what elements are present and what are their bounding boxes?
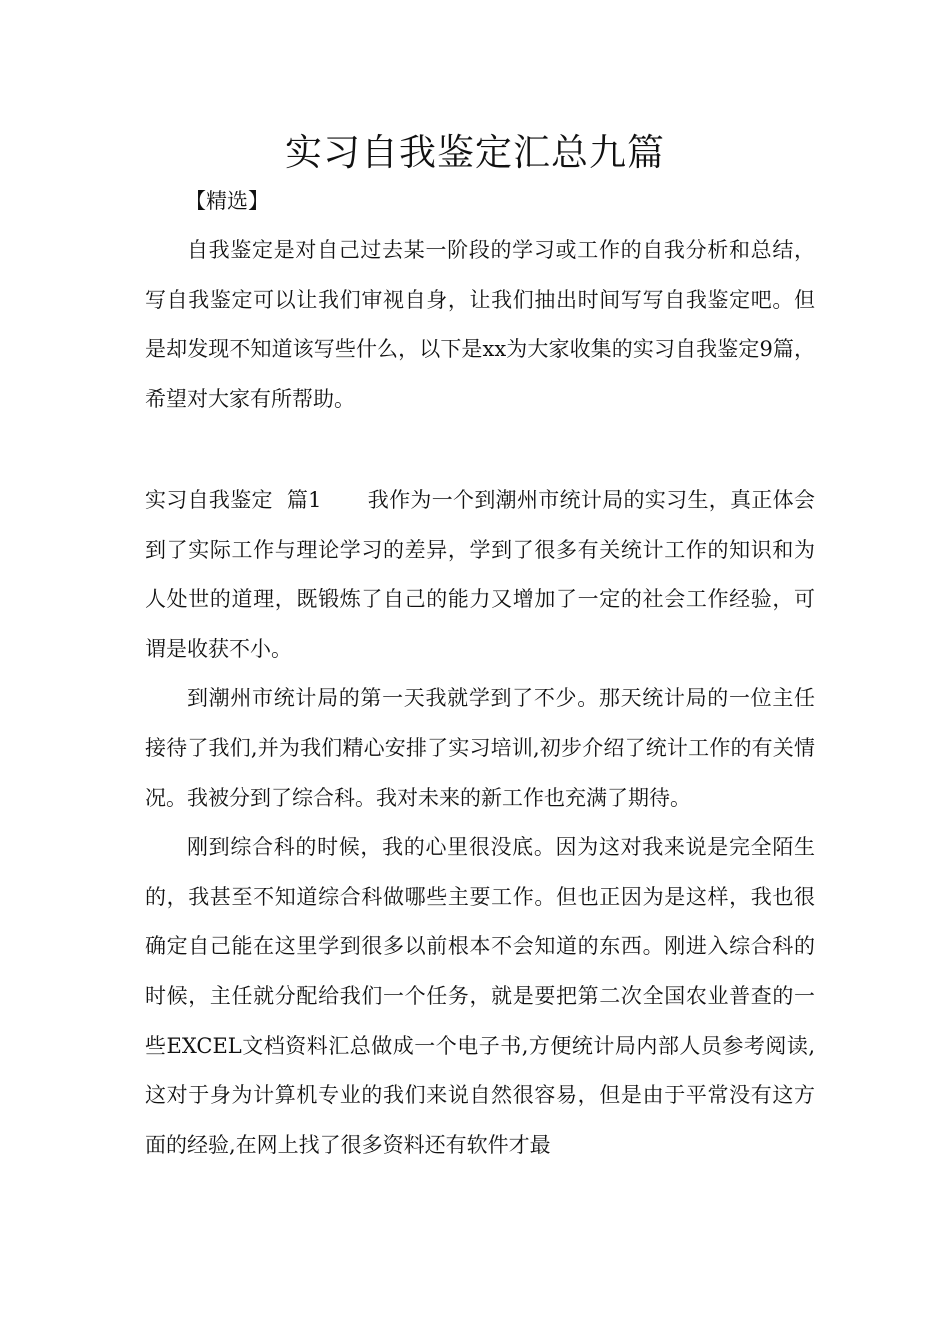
featured-tag: 【精选】 <box>185 189 269 213</box>
document-title: 实习自我鉴定汇总九篇 <box>285 131 665 174</box>
intro-block <box>145 226 815 424</box>
article-paragraph-1 <box>145 476 815 674</box>
article-block <box>145 476 815 1170</box>
paragraph-1-text: 我作为一个到潮州市统计局的实习生，真正体会到了实际工作与理论学习的差异，学到了很多有关统计工作的知识和为人处世的道理，既锻炼了自己的能力又增加了一定的社会工作经验，可谓是收获不小。 <box>145 488 815 661</box>
section-heading: 实习自我鉴定 篇1 <box>145 488 322 512</box>
intro-paragraph: 自我鉴定是对自己过去某一阶段的学习或工作的自我分析和总结，写自我鉴定可以让我们审视自身，让我们抽出时间写写自我鉴定吧。但是却发现不知道该写些什么，以下是xx为大家收集的实习自我鉴定9篇，希望对大家有所帮助。 <box>145 238 815 411</box>
article-paragraph-2: 到潮州市统计局的第一天我就学到了不少。那天统计局的一位主任接待了我们,并为我们精心安排了实习培训,初步介绍了统计工作的有关情况。我被分到了综合科。我对未来的新工作也充满了期待。 <box>145 686 815 810</box>
article-paragraph-3: 刚到综合科的时候，我的心里很没底。因为这对我来说是完全陌生的，我甚至不知道综合科做哪些主要工作。但也正因为是这样，我也很确定自己能在这里学到很多以前根本不会知道的东西。刚进入综合科的时候，主任就分配给我们一个任务，就是要把第二次全国农业普查的一些EXCEL文档资料汇总做成一个电子书,方便统计局内部人员参考阅读,这对于身为计算机专业的我们来说自然很容易，但是由于平常没有这方面的经验,在网上找了很多资料还有软件才最 <box>145 835 815 1157</box>
